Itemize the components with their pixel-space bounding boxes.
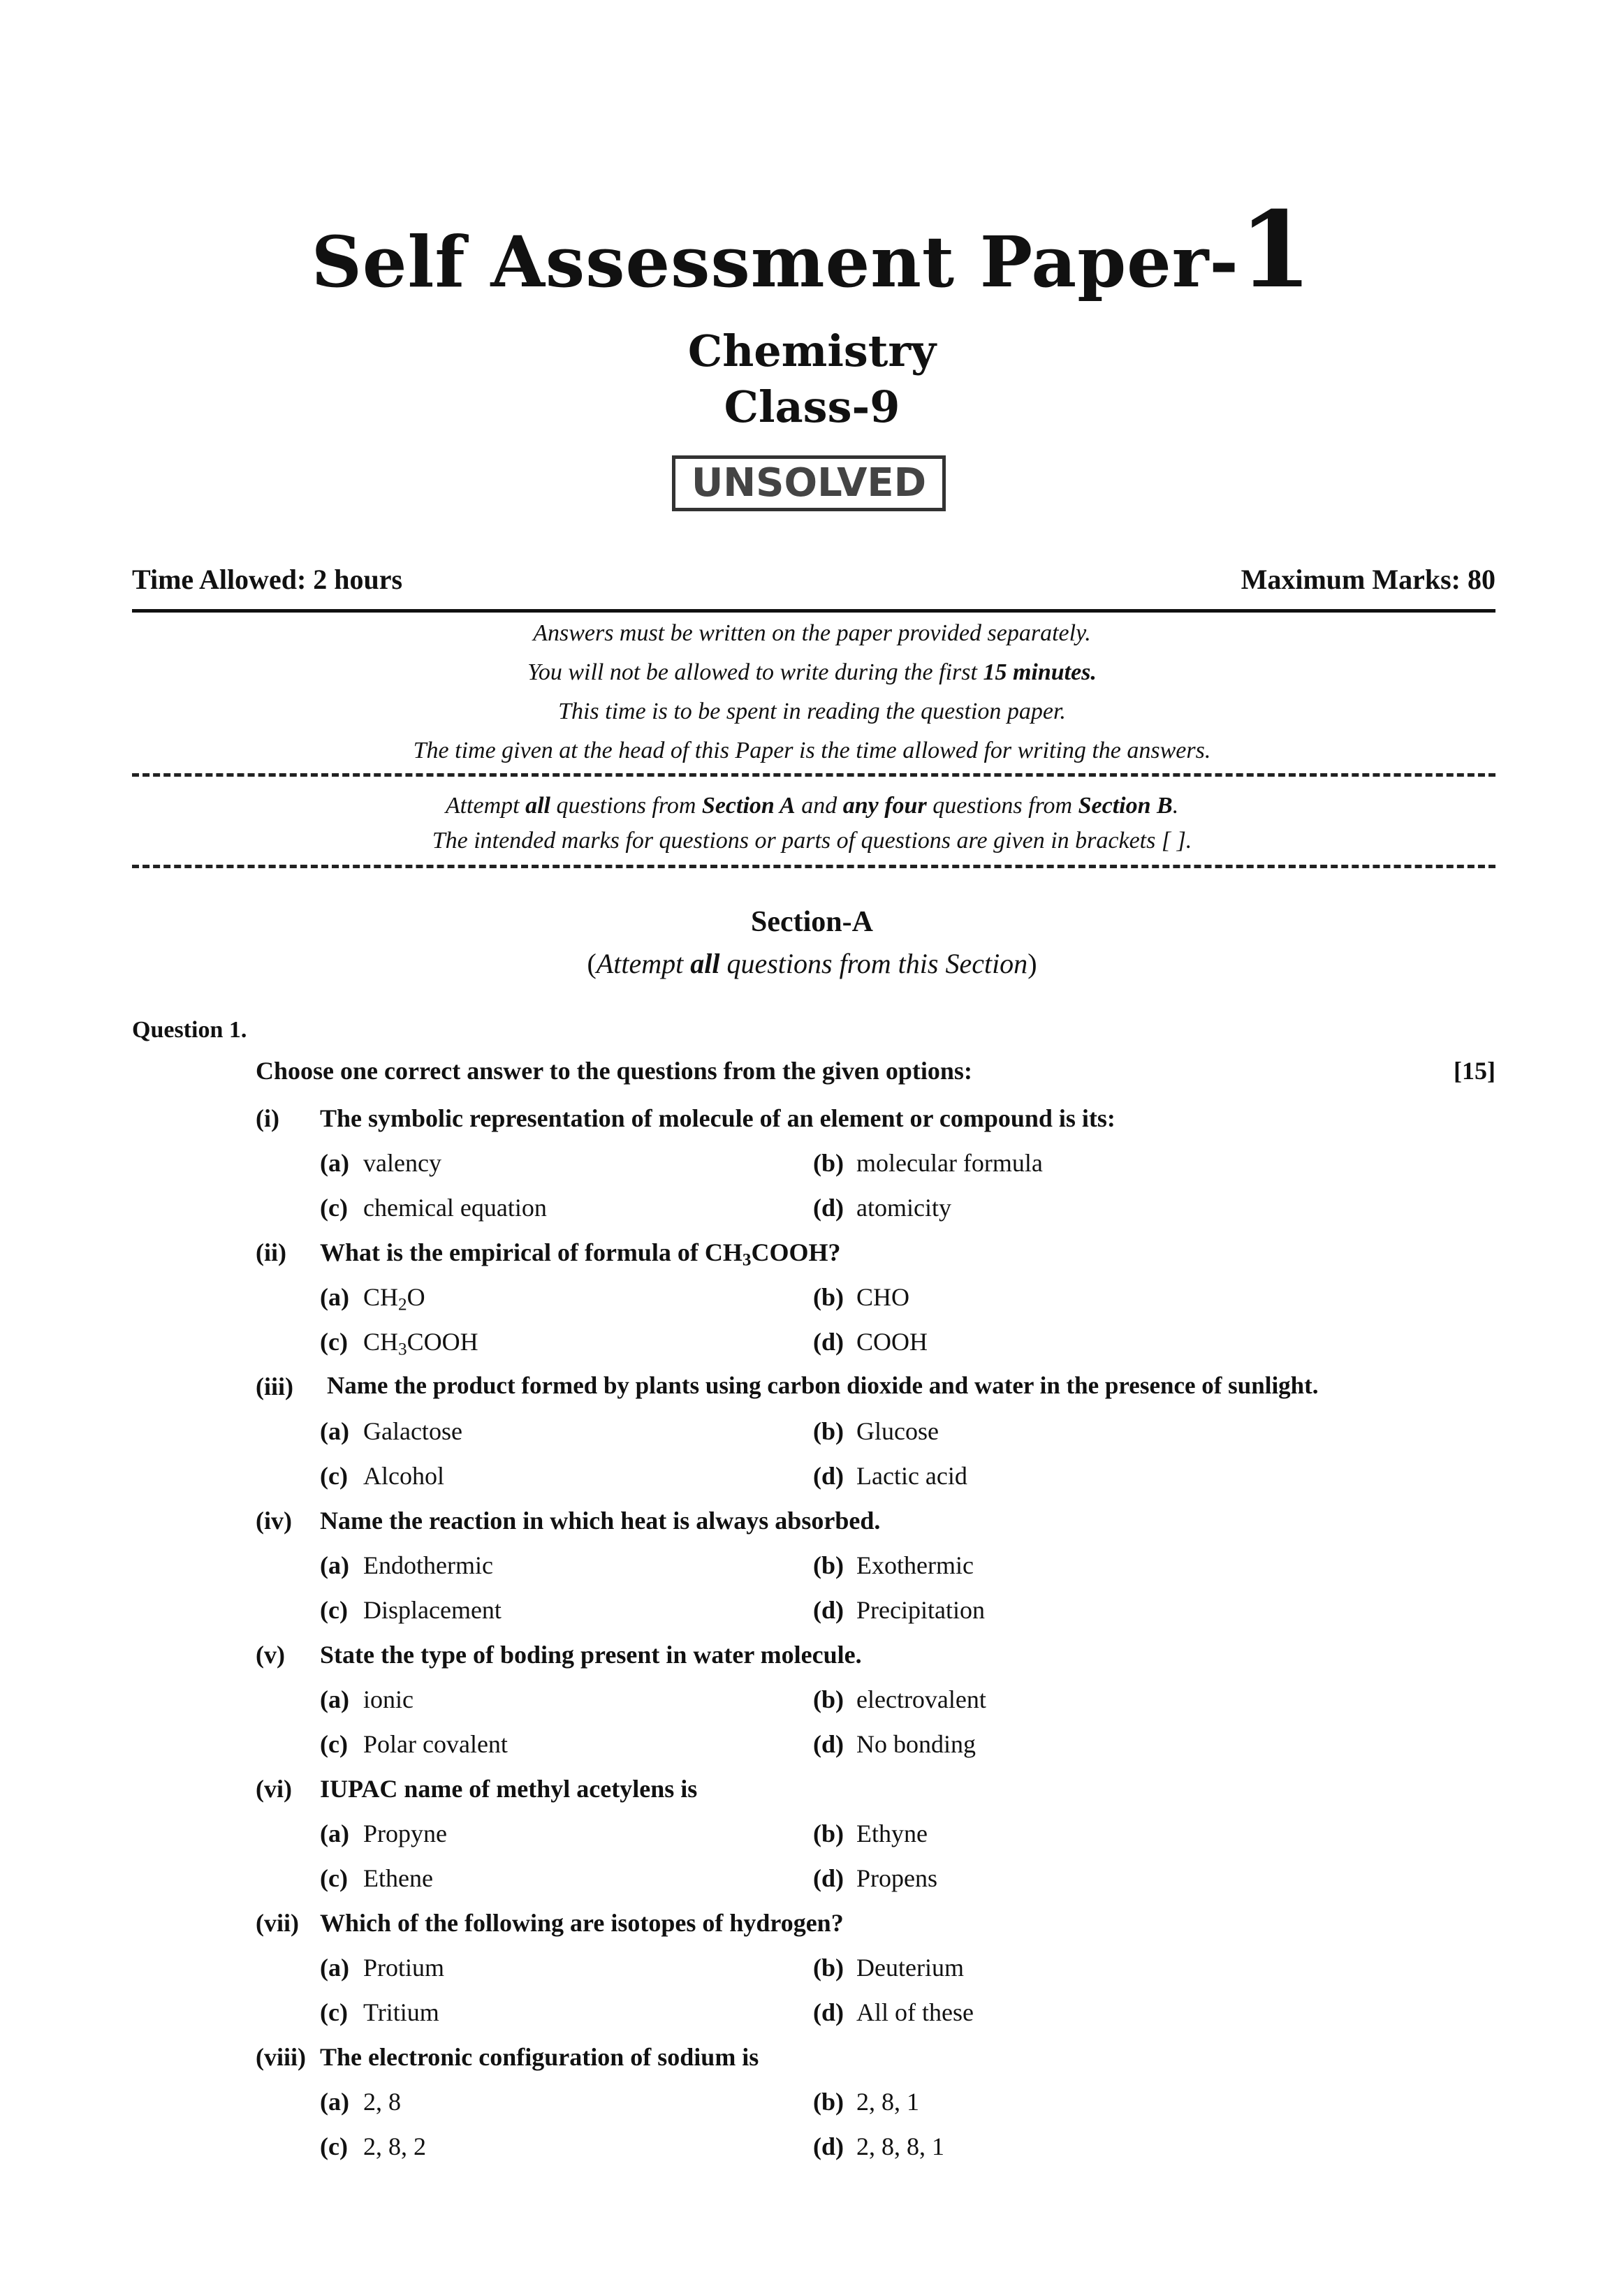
option-label: (c) <box>320 1864 348 1892</box>
option-label: (a) <box>320 1149 349 1177</box>
option-text: No bonding <box>856 1730 976 1758</box>
dashed-divider-2 <box>132 865 1495 868</box>
instruction-text: questions from <box>926 793 1078 819</box>
instruction-text: . <box>1172 793 1179 819</box>
instruction-text: You will not be allowed to write during the first <box>527 659 983 685</box>
page-title <box>0 189 1624 312</box>
option-a <box>320 1416 462 1446</box>
option-text: 2, 8, 8, 1 <box>856 2132 944 2160</box>
option-c <box>320 1193 547 1222</box>
question-directions: Choose one correct answer to the questions from the given options: <box>256 1057 972 1085</box>
instruction-line-4: The time given at the head of this Paper is the time allowed for writing the answers. <box>413 738 1211 763</box>
question-text <box>320 1238 841 1270</box>
option-label: (d) <box>813 1730 844 1758</box>
section-subtitle-text: ( <box>587 948 597 979</box>
option-text: CH <box>363 1283 399 1311</box>
section-subtitle-text: ) <box>1027 948 1037 979</box>
option-text: Propyne <box>363 1820 447 1847</box>
option-label: (a) <box>320 1417 349 1445</box>
option-label: (a) <box>320 1685 349 1713</box>
question-number: (i) <box>256 1104 279 1132</box>
option-text: All of these <box>856 1998 974 2026</box>
option-b <box>813 1819 928 1848</box>
dashed-divider-1 <box>132 773 1495 777</box>
option-d <box>813 1193 951 1222</box>
question-text: Name the reaction in which heat is always absorbed. <box>320 1507 881 1535</box>
option-label: (a) <box>320 2088 349 2116</box>
option-text: Displacement <box>363 1596 502 1624</box>
option-a <box>320 1819 447 1848</box>
option-b <box>813 2087 919 2116</box>
option-text: ionic <box>363 1685 414 1713</box>
question-text: Name the product formed by plants using carbon dioxide and water in the presence of sunlight. <box>327 1372 1319 1399</box>
option-text: COOH <box>856 1328 928 1356</box>
option-label: (b) <box>813 1685 844 1713</box>
option-b <box>813 1416 939 1446</box>
option-label: (c) <box>320 1194 348 1222</box>
question-number: (v) <box>256 1641 285 1669</box>
option-label: (d) <box>813 1462 844 1490</box>
option-label: (a) <box>320 1954 349 1982</box>
option-label: (b) <box>813 1283 844 1311</box>
option-c <box>320 1864 433 1893</box>
option-c <box>320 1595 502 1625</box>
option-b <box>813 1953 964 1982</box>
option-label: (b) <box>813 1820 844 1847</box>
option-text: Propens <box>856 1864 937 1892</box>
question-text: State the type of boding present in water molecule. <box>320 1641 862 1669</box>
option-d <box>813 1864 937 1893</box>
header-divider <box>132 609 1495 613</box>
instruction-emphasis: 15 minutes. <box>983 659 1097 685</box>
question-number: (iv) <box>256 1507 292 1535</box>
option-label: (c) <box>320 1328 348 1356</box>
option-text: O <box>407 1283 425 1311</box>
option-label: (b) <box>813 1954 844 1982</box>
maximum-marks: Maximum Marks: 80 <box>1241 564 1495 595</box>
option-text: CHO <box>856 1283 910 1311</box>
section-subtitle-emphasis: all <box>690 948 720 979</box>
option-label: (a) <box>320 1820 349 1847</box>
option-d <box>813 1595 985 1625</box>
option-d <box>813 1461 967 1491</box>
option-label: (b) <box>813 1417 844 1445</box>
instruction-emphasis: Section A <box>701 793 796 819</box>
instruction-text: questions from <box>550 793 702 819</box>
option-b <box>813 1282 909 1312</box>
option-d <box>813 1998 974 2027</box>
option-text: chemical equation <box>363 1194 547 1222</box>
option-label: (b) <box>813 2088 844 2116</box>
option-a <box>320 1551 493 1580</box>
instruction-line-3: This time is to be spent in reading the question paper. <box>558 698 1066 724</box>
question-text: The symbolic representation of molecule of an element or compound is its: <box>320 1104 1115 1132</box>
option-b <box>813 1685 986 1714</box>
section-subtitle-text: Attempt <box>596 948 691 979</box>
question-text: The electronic configuration of sodium is <box>320 2043 759 2071</box>
section-subtitle <box>0 947 1624 980</box>
option-text: Polar covalent <box>363 1730 508 1758</box>
question-text-part: What is the empirical of formula of CH <box>320 1238 742 1266</box>
option-d <box>813 2132 944 2161</box>
option-a <box>320 1685 414 1714</box>
question-label: Question 1. <box>132 1017 247 1043</box>
instruction-text: and <box>795 793 843 819</box>
option-text: Glucose <box>856 1417 939 1445</box>
option-label: (c) <box>320 1730 348 1758</box>
option-b <box>813 1551 974 1580</box>
question-number: (iii) <box>256 1372 293 1400</box>
subscript: 3 <box>398 1340 407 1359</box>
instruction-line-1: Answers must be written on the paper provided separately. <box>533 620 1091 646</box>
option-text: Galactose <box>363 1417 462 1445</box>
option-text: 2, 8 <box>363 2088 401 2116</box>
question-number: (vi) <box>256 1775 292 1803</box>
option-label: (d) <box>813 1328 844 1356</box>
question-marks: [15] <box>1454 1057 1495 1085</box>
instruction-emphasis: all <box>525 793 550 819</box>
question-text-part: COOH? <box>751 1238 841 1266</box>
title-main: Self Assessment Paper- <box>311 221 1239 303</box>
option-a <box>320 1282 425 1315</box>
option-text: 2, 8, 1 <box>856 2088 919 2116</box>
option-text: Alcohol <box>363 1462 444 1490</box>
time-allowed: Time Allowed: 2 hours <box>132 564 403 595</box>
option-label: (a) <box>320 1551 349 1579</box>
option-text: Tritium <box>363 1998 439 2026</box>
subscript: 3 <box>742 1250 752 1270</box>
option-d <box>813 1327 928 1356</box>
option-c <box>320 2132 426 2161</box>
option-c <box>320 1729 508 1759</box>
option-text: Lactic acid <box>856 1462 967 1490</box>
option-text: electrovalent <box>856 1685 986 1713</box>
option-text: CH <box>363 1328 399 1356</box>
instruction-text: Attempt <box>445 793 526 819</box>
option-label: (c) <box>320 1462 348 1490</box>
option-text: Endothermic <box>363 1551 493 1579</box>
instruction-line-2 <box>0 659 1624 686</box>
question-text: IUPAC name of methyl acetylens is <box>320 1775 698 1803</box>
subscript: 2 <box>398 1295 407 1315</box>
option-text: Exothermic <box>856 1551 974 1579</box>
option-text: atomicity <box>856 1194 951 1222</box>
option-label: (c) <box>320 2132 348 2160</box>
question-number: (viii) <box>256 2043 306 2071</box>
option-c <box>320 1998 439 2027</box>
instruction-line-5 <box>0 793 1624 819</box>
option-a <box>320 2087 401 2116</box>
option-label: (c) <box>320 1998 348 2026</box>
option-text: Deuterium <box>856 1954 964 1982</box>
option-text: COOH <box>407 1328 478 1356</box>
instruction-line-6: The intended marks for questions or parts of questions are given in brackets [ ]. <box>432 828 1192 854</box>
option-text: molecular formula <box>856 1149 1043 1177</box>
instruction-emphasis: any four <box>842 793 927 819</box>
option-label: (d) <box>813 2132 844 2160</box>
option-c <box>320 1327 478 1359</box>
option-text: valency <box>363 1149 441 1177</box>
option-label: (b) <box>813 1551 844 1579</box>
option-label: (d) <box>813 1998 844 2026</box>
subject-heading: Chemistry <box>687 325 937 376</box>
option-c <box>320 1461 444 1491</box>
option-text: Protium <box>363 1954 445 1982</box>
section-title: Section-A <box>751 906 873 938</box>
option-label: (d) <box>813 1194 844 1222</box>
option-text: Precipitation <box>856 1596 985 1624</box>
option-text: 2, 8, 2 <box>363 2132 426 2160</box>
instruction-emphasis: Section B <box>1078 793 1173 819</box>
option-label: (a) <box>320 1283 349 1311</box>
option-label: (c) <box>320 1596 348 1624</box>
unsolved-stamp: UNSOLVED <box>672 455 946 511</box>
option-label: (d) <box>813 1596 844 1624</box>
option-text: Ethene <box>363 1864 433 1892</box>
option-text: Ethyne <box>856 1820 928 1847</box>
question-number: (ii) <box>256 1238 286 1266</box>
section-subtitle-text: questions from this Section <box>719 948 1028 979</box>
option-b <box>813 1148 1043 1178</box>
class-heading: Class-9 <box>724 381 900 432</box>
title-number: 1 <box>1238 189 1313 312</box>
option-d <box>813 1729 976 1759</box>
option-a <box>320 1953 444 1982</box>
option-label: (d) <box>813 1864 844 1892</box>
question-number: (vii) <box>256 1909 299 1937</box>
option-label: (b) <box>813 1149 844 1177</box>
option-a <box>320 1148 441 1178</box>
question-text: Which of the following are isotopes of hydrogen? <box>320 1909 844 1937</box>
